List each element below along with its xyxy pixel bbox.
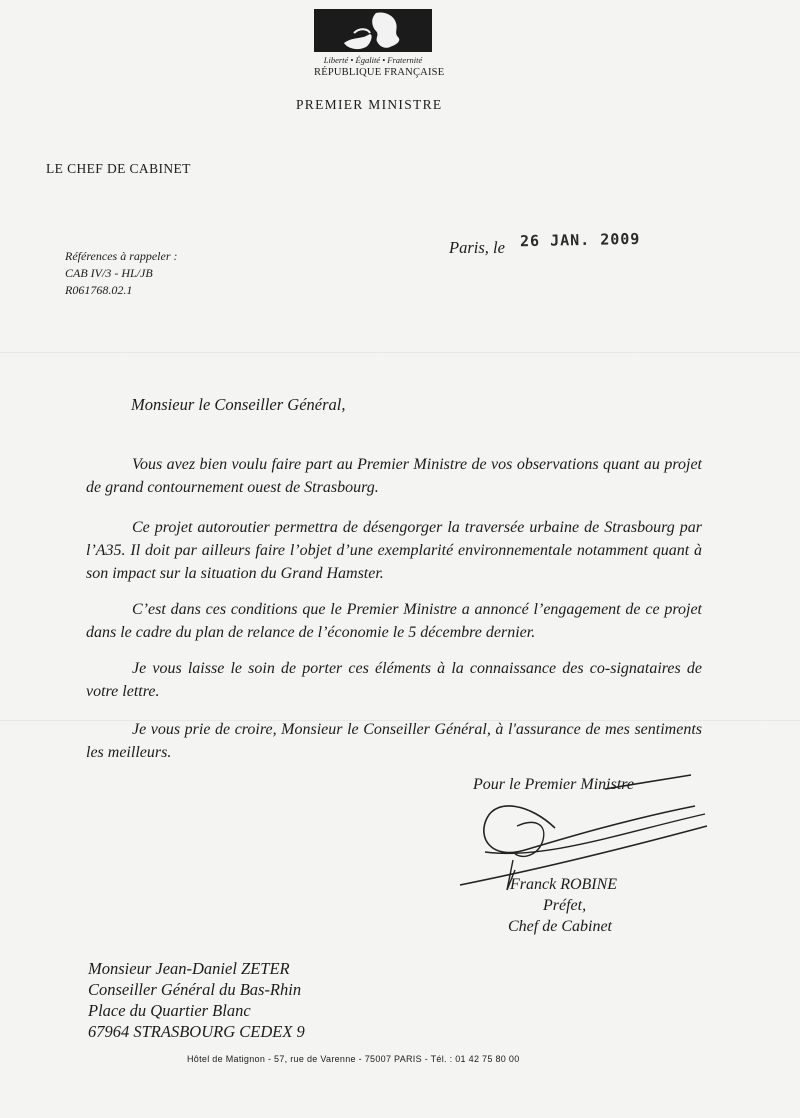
references-label: Références à rappeler : (65, 249, 178, 263)
reference-line: R061768.02.1 (65, 283, 133, 297)
date-stamp: 26 JAN. 2009 (519, 229, 641, 251)
signatory-role: Chef de Cabinet (508, 918, 612, 935)
footer-address: Hôtel de Matignon - 57, rue de Varenne - 75007 PARIS - Tél. : 01 42 75 80 00 (187, 1054, 520, 1064)
body-paragraph: Ce projet autoroutier permettra de désengorger la traversée urbaine de Strasbourg par l’A35. Il doit par ailleurs faire l’objet d’une exemplarité environnementale notamment quant à son impact sur la situation du Grand Hamster. (86, 519, 702, 582)
republic-name: RÉPUBLIQUE FRANÇAISE (314, 67, 445, 78)
marianne-emblem-icon (314, 9, 432, 52)
signatory-name: Franck ROBINE (510, 876, 618, 893)
address-line: Monsieur Jean-Daniel ZETER (88, 959, 290, 978)
cabinet-heading: LE CHEF DE CABINET (46, 161, 191, 176)
marianne-logo (314, 9, 445, 78)
motto: Liberté • Égalité • Fraternité (323, 55, 423, 65)
address-line: Place du Quartier Blanc (88, 1001, 251, 1020)
date-place: Paris, le (449, 238, 505, 257)
recipient-address (88, 958, 305, 1042)
body-paragraph: Je vous prie de croire, Monsieur le Conseiller Général, à l'assurance de mes sentiments les meilleurs. (86, 721, 702, 761)
references-block (65, 248, 178, 299)
ministry-heading: PREMIER MINISTRE (296, 97, 443, 112)
salutation: Monsieur le Conseiller Général, (131, 395, 346, 414)
signatory-role: Préfet, (543, 897, 587, 914)
address-line: Conseiller Général du Bas-Rhin (88, 980, 302, 999)
body-paragraph: Vous avez bien voulu faire part au Premier Ministre de vos observations quant au projet de grand contournement ouest de Strasbourg. (86, 456, 702, 496)
paper-fold (0, 352, 800, 354)
address-line: 67964 STRASBOURG CEDEX 9 (88, 1022, 305, 1041)
reference-line: CAB IV/3 - HL/JB (65, 266, 153, 280)
body-paragraph: Je vous laisse le soin de porter ces éléments à la connaissance des co-signataires de votre lettre. (86, 660, 702, 700)
body-paragraph: C’est dans ces conditions que le Premier Ministre a annoncé l’engagement de ce projet dans le cadre du plan de relance de l’économie le 5 décembre dernier. (86, 601, 702, 641)
signature-for: Pour le Premier Ministre (473, 776, 635, 793)
